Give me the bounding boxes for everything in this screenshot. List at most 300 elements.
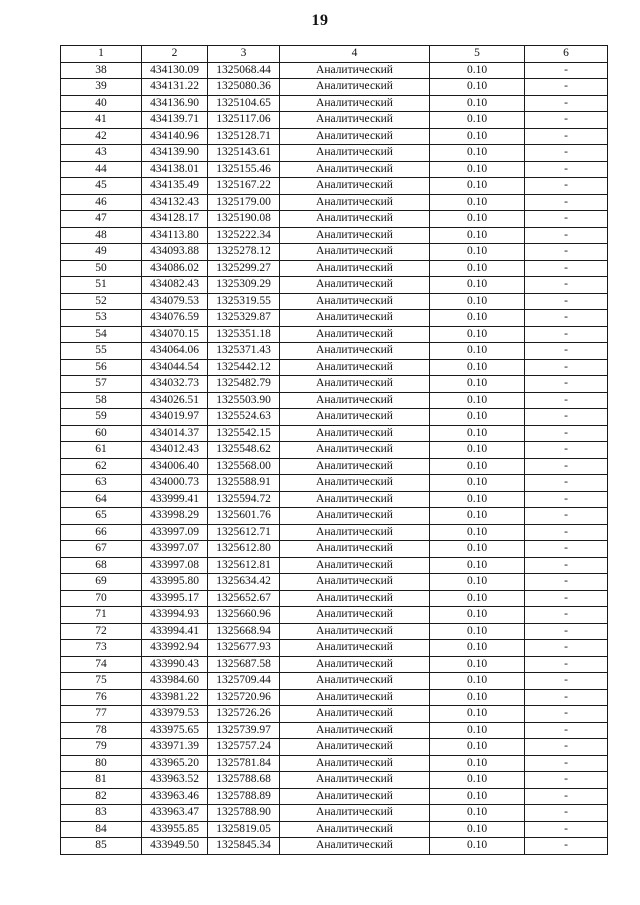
table-row	[61, 673, 608, 690]
method-cell: Аналитический	[280, 326, 430, 343]
x-coordinate-cell: 433997.07	[142, 541, 208, 558]
y-coordinate-cell: 1325143.61	[208, 145, 280, 162]
x-coordinate-cell: 434064.06	[142, 343, 208, 360]
accuracy-cell: 0.10	[430, 425, 525, 442]
accuracy-cell: 0.10	[430, 79, 525, 96]
note-cell: -	[525, 310, 608, 327]
point-number-cell: 57	[61, 376, 142, 393]
accuracy-cell: 0.10	[430, 458, 525, 475]
note-cell: -	[525, 557, 608, 574]
point-number-cell: 85	[61, 838, 142, 855]
table-row	[61, 293, 608, 310]
x-coordinate-cell: 434070.15	[142, 326, 208, 343]
note-cell: -	[525, 409, 608, 426]
method-cell: Аналитический	[280, 392, 430, 409]
y-coordinate-cell: 1325819.05	[208, 821, 280, 838]
method-cell: Аналитический	[280, 293, 430, 310]
note-cell: -	[525, 475, 608, 492]
note-cell: -	[525, 194, 608, 211]
point-number-cell: 59	[61, 409, 142, 426]
method-cell: Аналитический	[280, 128, 430, 145]
accuracy-cell: 0.10	[430, 260, 525, 277]
y-coordinate-cell: 1325371.43	[208, 343, 280, 360]
point-number-cell: 73	[61, 640, 142, 657]
note-cell: -	[525, 359, 608, 376]
x-coordinate-cell: 434006.40	[142, 458, 208, 475]
x-coordinate-cell: 433965.20	[142, 755, 208, 772]
method-cell: Аналитический	[280, 689, 430, 706]
table-row	[61, 227, 608, 244]
accuracy-cell: 0.10	[430, 508, 525, 525]
x-coordinate-cell: 434032.73	[142, 376, 208, 393]
y-coordinate-cell: 1325845.34	[208, 838, 280, 855]
point-number-cell: 54	[61, 326, 142, 343]
note-cell: -	[525, 244, 608, 261]
x-coordinate-cell: 434130.09	[142, 62, 208, 79]
note-cell: -	[525, 788, 608, 805]
x-coordinate-cell: 433979.53	[142, 706, 208, 723]
header-row	[61, 46, 608, 63]
note-cell: -	[525, 326, 608, 343]
y-coordinate-cell: 1325677.93	[208, 640, 280, 657]
point-number-cell: 78	[61, 722, 142, 739]
accuracy-cell: 0.10	[430, 293, 525, 310]
method-cell: Аналитический	[280, 376, 430, 393]
point-number-cell: 62	[61, 458, 142, 475]
table-row	[61, 260, 608, 277]
x-coordinate-cell: 433949.50	[142, 838, 208, 855]
note-cell: -	[525, 739, 608, 756]
y-coordinate-cell: 1325634.42	[208, 574, 280, 591]
y-coordinate-cell: 1325601.76	[208, 508, 280, 525]
accuracy-cell: 0.10	[430, 178, 525, 195]
note-cell: -	[525, 805, 608, 822]
x-coordinate-cell: 434019.97	[142, 409, 208, 426]
x-coordinate-cell: 433984.60	[142, 673, 208, 690]
method-cell: Аналитический	[280, 508, 430, 525]
method-cell: Аналитический	[280, 590, 430, 607]
accuracy-cell: 0.10	[430, 656, 525, 673]
y-coordinate-cell: 1325788.90	[208, 805, 280, 822]
method-cell: Аналитический	[280, 211, 430, 228]
page-number: 19	[311, 12, 329, 29]
x-coordinate-cell: 433963.47	[142, 805, 208, 822]
method-cell: Аналитический	[280, 161, 430, 178]
x-coordinate-cell: 433992.94	[142, 640, 208, 657]
note-cell: -	[525, 277, 608, 294]
note-cell: -	[525, 425, 608, 442]
x-coordinate-cell: 434026.51	[142, 392, 208, 409]
y-coordinate-cell: 1325652.67	[208, 590, 280, 607]
method-cell: Аналитический	[280, 574, 430, 591]
accuracy-cell: 0.10	[430, 772, 525, 789]
method-cell: Аналитический	[280, 557, 430, 574]
x-coordinate-cell: 433994.41	[142, 623, 208, 640]
accuracy-cell: 0.10	[430, 722, 525, 739]
note-cell: -	[525, 392, 608, 409]
table-row	[61, 211, 608, 228]
method-cell: Аналитический	[280, 359, 430, 376]
point-number-cell: 56	[61, 359, 142, 376]
table-row	[61, 475, 608, 492]
point-number-cell: 68	[61, 557, 142, 574]
table-row	[61, 425, 608, 442]
accuracy-cell: 0.10	[430, 640, 525, 657]
accuracy-cell: 0.10	[430, 277, 525, 294]
y-coordinate-cell: 1325351.18	[208, 326, 280, 343]
table-header	[61, 46, 608, 63]
point-number-cell: 45	[61, 178, 142, 195]
method-cell: Аналитический	[280, 772, 430, 789]
accuracy-cell: 0.10	[430, 590, 525, 607]
accuracy-cell: 0.10	[430, 475, 525, 492]
x-coordinate-cell: 434113.80	[142, 227, 208, 244]
x-coordinate-cell: 434135.49	[142, 178, 208, 195]
y-coordinate-cell: 1325190.08	[208, 211, 280, 228]
accuracy-cell: 0.10	[430, 161, 525, 178]
method-cell: Аналитический	[280, 805, 430, 822]
point-number-cell: 41	[61, 112, 142, 129]
accuracy-cell: 0.10	[430, 574, 525, 591]
method-cell: Аналитический	[280, 739, 430, 756]
note-cell: -	[525, 574, 608, 591]
accuracy-cell: 0.10	[430, 211, 525, 228]
table-row	[61, 95, 608, 112]
y-coordinate-cell: 1325709.44	[208, 673, 280, 690]
x-coordinate-cell: 434093.88	[142, 244, 208, 261]
accuracy-cell: 0.10	[430, 739, 525, 756]
point-number-cell: 82	[61, 788, 142, 805]
accuracy-cell: 0.10	[430, 442, 525, 459]
column-header: 1	[61, 46, 142, 63]
note-cell: -	[525, 590, 608, 607]
accuracy-cell: 0.10	[430, 541, 525, 558]
table-row	[61, 409, 608, 426]
note-cell: -	[525, 491, 608, 508]
method-cell: Аналитический	[280, 607, 430, 624]
x-coordinate-cell: 433997.08	[142, 557, 208, 574]
method-cell: Аналитический	[280, 145, 430, 162]
x-coordinate-cell: 434139.71	[142, 112, 208, 129]
note-cell: -	[525, 838, 608, 855]
accuracy-cell: 0.10	[430, 112, 525, 129]
method-cell: Аналитический	[280, 442, 430, 459]
point-number-cell: 79	[61, 739, 142, 756]
table-row	[61, 161, 608, 178]
table-row	[61, 178, 608, 195]
table-row	[61, 79, 608, 96]
point-number-cell: 50	[61, 260, 142, 277]
method-cell: Аналитический	[280, 656, 430, 673]
note-cell: -	[525, 161, 608, 178]
y-coordinate-cell: 1325788.68	[208, 772, 280, 789]
note-cell: -	[525, 260, 608, 277]
note-cell: -	[525, 689, 608, 706]
accuracy-cell: 0.10	[430, 359, 525, 376]
method-cell: Аналитический	[280, 475, 430, 492]
x-coordinate-cell: 434086.02	[142, 260, 208, 277]
x-coordinate-cell: 434044.54	[142, 359, 208, 376]
y-coordinate-cell: 1325660.96	[208, 607, 280, 624]
point-number-cell: 71	[61, 607, 142, 624]
x-coordinate-cell: 434131.22	[142, 79, 208, 96]
table-row	[61, 722, 608, 739]
point-number-cell: 75	[61, 673, 142, 690]
note-cell: -	[525, 442, 608, 459]
y-coordinate-cell: 1325442.12	[208, 359, 280, 376]
table-row	[61, 112, 608, 129]
accuracy-cell: 0.10	[430, 326, 525, 343]
method-cell: Аналитический	[280, 838, 430, 855]
table-row	[61, 607, 608, 624]
point-number-cell: 43	[61, 145, 142, 162]
point-number-cell: 81	[61, 772, 142, 789]
note-cell: -	[525, 145, 608, 162]
y-coordinate-cell: 1325612.81	[208, 557, 280, 574]
note-cell: -	[525, 541, 608, 558]
accuracy-cell: 0.10	[430, 788, 525, 805]
method-cell: Аналитический	[280, 343, 430, 360]
accuracy-cell: 0.10	[430, 607, 525, 624]
method-cell: Аналитический	[280, 310, 430, 327]
y-coordinate-cell: 1325503.90	[208, 392, 280, 409]
y-coordinate-cell: 1325612.80	[208, 541, 280, 558]
table-row	[61, 491, 608, 508]
accuracy-cell: 0.10	[430, 376, 525, 393]
method-cell: Аналитический	[280, 277, 430, 294]
table-row	[61, 326, 608, 343]
x-coordinate-cell: 433999.41	[142, 491, 208, 508]
point-number-cell: 40	[61, 95, 142, 112]
table-row	[61, 376, 608, 393]
x-coordinate-cell: 433995.80	[142, 574, 208, 591]
table-row	[61, 689, 608, 706]
x-coordinate-cell: 434014.37	[142, 425, 208, 442]
point-number-cell: 49	[61, 244, 142, 261]
note-cell: -	[525, 458, 608, 475]
coordinates-table	[60, 45, 608, 855]
y-coordinate-cell: 1325612.71	[208, 524, 280, 541]
y-coordinate-cell: 1325309.29	[208, 277, 280, 294]
x-coordinate-cell: 434128.17	[142, 211, 208, 228]
note-cell: -	[525, 211, 608, 228]
accuracy-cell: 0.10	[430, 128, 525, 145]
point-number-cell: 58	[61, 392, 142, 409]
accuracy-cell: 0.10	[430, 673, 525, 690]
table-row	[61, 838, 608, 855]
y-coordinate-cell: 1325068.44	[208, 62, 280, 79]
point-number-cell: 72	[61, 623, 142, 640]
method-cell: Аналитический	[280, 409, 430, 426]
note-cell: -	[525, 293, 608, 310]
table-row	[61, 574, 608, 591]
accuracy-cell: 0.10	[430, 838, 525, 855]
accuracy-cell: 0.10	[430, 805, 525, 822]
y-coordinate-cell: 1325179.00	[208, 194, 280, 211]
method-cell: Аналитический	[280, 95, 430, 112]
accuracy-cell: 0.10	[430, 227, 525, 244]
table-row	[61, 458, 608, 475]
note-cell: -	[525, 79, 608, 96]
column-header: 4	[280, 46, 430, 63]
table-row	[61, 805, 608, 822]
point-number-cell: 65	[61, 508, 142, 525]
point-number-cell: 63	[61, 475, 142, 492]
x-coordinate-cell: 433995.17	[142, 590, 208, 607]
note-cell: -	[525, 95, 608, 112]
note-cell: -	[525, 821, 608, 838]
point-number-cell: 74	[61, 656, 142, 673]
method-cell: Аналитический	[280, 194, 430, 211]
point-number-cell: 60	[61, 425, 142, 442]
y-coordinate-cell: 1325687.58	[208, 656, 280, 673]
point-number-cell: 47	[61, 211, 142, 228]
x-coordinate-cell: 433990.43	[142, 656, 208, 673]
x-coordinate-cell: 433955.85	[142, 821, 208, 838]
point-number-cell: 38	[61, 62, 142, 79]
point-number-cell: 69	[61, 574, 142, 591]
point-number-cell: 48	[61, 227, 142, 244]
accuracy-cell: 0.10	[430, 557, 525, 574]
y-coordinate-cell: 1325788.89	[208, 788, 280, 805]
point-number-cell: 55	[61, 343, 142, 360]
x-coordinate-cell: 434012.43	[142, 442, 208, 459]
point-number-cell: 39	[61, 79, 142, 96]
column-header: 5	[430, 46, 525, 63]
x-coordinate-cell: 434140.96	[142, 128, 208, 145]
note-cell: -	[525, 706, 608, 723]
table-row	[61, 359, 608, 376]
method-cell: Аналитический	[280, 178, 430, 195]
table-row	[61, 62, 608, 79]
table-row	[61, 772, 608, 789]
y-coordinate-cell: 1325781.84	[208, 755, 280, 772]
y-coordinate-cell: 1325117.06	[208, 112, 280, 129]
note-cell: -	[525, 62, 608, 79]
method-cell: Аналитический	[280, 112, 430, 129]
point-number-cell: 44	[61, 161, 142, 178]
note-cell: -	[525, 640, 608, 657]
y-coordinate-cell: 1325329.87	[208, 310, 280, 327]
accuracy-cell: 0.10	[430, 392, 525, 409]
x-coordinate-cell: 434136.90	[142, 95, 208, 112]
method-cell: Аналитический	[280, 458, 430, 475]
accuracy-cell: 0.10	[430, 409, 525, 426]
method-cell: Аналитический	[280, 79, 430, 96]
y-coordinate-cell: 1325128.71	[208, 128, 280, 145]
point-number-cell: 61	[61, 442, 142, 459]
x-coordinate-cell: 434139.90	[142, 145, 208, 162]
table-row	[61, 145, 608, 162]
y-coordinate-cell: 1325739.97	[208, 722, 280, 739]
table-row	[61, 524, 608, 541]
y-coordinate-cell: 1325524.63	[208, 409, 280, 426]
accuracy-cell: 0.10	[430, 524, 525, 541]
accuracy-cell: 0.10	[430, 755, 525, 772]
x-coordinate-cell: 433963.46	[142, 788, 208, 805]
table-row	[61, 343, 608, 360]
note-cell: -	[525, 673, 608, 690]
method-cell: Аналитический	[280, 673, 430, 690]
y-coordinate-cell: 1325299.27	[208, 260, 280, 277]
method-cell: Аналитический	[280, 722, 430, 739]
y-coordinate-cell: 1325668.94	[208, 623, 280, 640]
table-row	[61, 194, 608, 211]
x-coordinate-cell: 433994.93	[142, 607, 208, 624]
point-number-cell: 77	[61, 706, 142, 723]
point-number-cell: 67	[61, 541, 142, 558]
table-row	[61, 706, 608, 723]
y-coordinate-cell: 1325080.36	[208, 79, 280, 96]
method-cell: Аналитический	[280, 260, 430, 277]
y-coordinate-cell: 1325568.00	[208, 458, 280, 475]
table-row	[61, 244, 608, 261]
method-cell: Аналитический	[280, 541, 430, 558]
accuracy-cell: 0.10	[430, 310, 525, 327]
x-coordinate-cell: 434000.73	[142, 475, 208, 492]
accuracy-cell: 0.10	[430, 95, 525, 112]
point-number-cell: 83	[61, 805, 142, 822]
note-cell: -	[525, 128, 608, 145]
note-cell: -	[525, 376, 608, 393]
accuracy-cell: 0.10	[430, 343, 525, 360]
x-coordinate-cell: 433971.39	[142, 739, 208, 756]
y-coordinate-cell: 1325222.34	[208, 227, 280, 244]
column-header: 3	[208, 46, 280, 63]
note-cell: -	[525, 656, 608, 673]
note-cell: -	[525, 508, 608, 525]
method-cell: Аналитический	[280, 623, 430, 640]
note-cell: -	[525, 607, 608, 624]
table-row	[61, 277, 608, 294]
point-number-cell: 80	[61, 755, 142, 772]
point-number-cell: 46	[61, 194, 142, 211]
table-row	[61, 392, 608, 409]
y-coordinate-cell: 1325720.96	[208, 689, 280, 706]
y-coordinate-cell: 1325155.46	[208, 161, 280, 178]
y-coordinate-cell: 1325726.26	[208, 706, 280, 723]
note-cell: -	[525, 227, 608, 244]
table-row	[61, 541, 608, 558]
accuracy-cell: 0.10	[430, 623, 525, 640]
x-coordinate-cell: 434082.43	[142, 277, 208, 294]
method-cell: Аналитический	[280, 755, 430, 772]
x-coordinate-cell: 433981.22	[142, 689, 208, 706]
accuracy-cell: 0.10	[430, 706, 525, 723]
y-coordinate-cell: 1325104.65	[208, 95, 280, 112]
table-row	[61, 739, 608, 756]
y-coordinate-cell: 1325482.79	[208, 376, 280, 393]
table-row	[61, 755, 608, 772]
point-number-cell: 52	[61, 293, 142, 310]
table-row	[61, 656, 608, 673]
x-coordinate-cell: 434132.43	[142, 194, 208, 211]
table-row	[61, 508, 608, 525]
method-cell: Аналитический	[280, 62, 430, 79]
x-coordinate-cell: 433975.65	[142, 722, 208, 739]
method-cell: Аналитический	[280, 788, 430, 805]
column-header: 2	[142, 46, 208, 63]
y-coordinate-cell: 1325167.22	[208, 178, 280, 195]
table-row	[61, 640, 608, 657]
point-number-cell: 76	[61, 689, 142, 706]
accuracy-cell: 0.10	[430, 194, 525, 211]
table-row	[61, 442, 608, 459]
note-cell: -	[525, 772, 608, 789]
y-coordinate-cell: 1325548.62	[208, 442, 280, 459]
x-coordinate-cell: 434138.01	[142, 161, 208, 178]
y-coordinate-cell: 1325757.24	[208, 739, 280, 756]
